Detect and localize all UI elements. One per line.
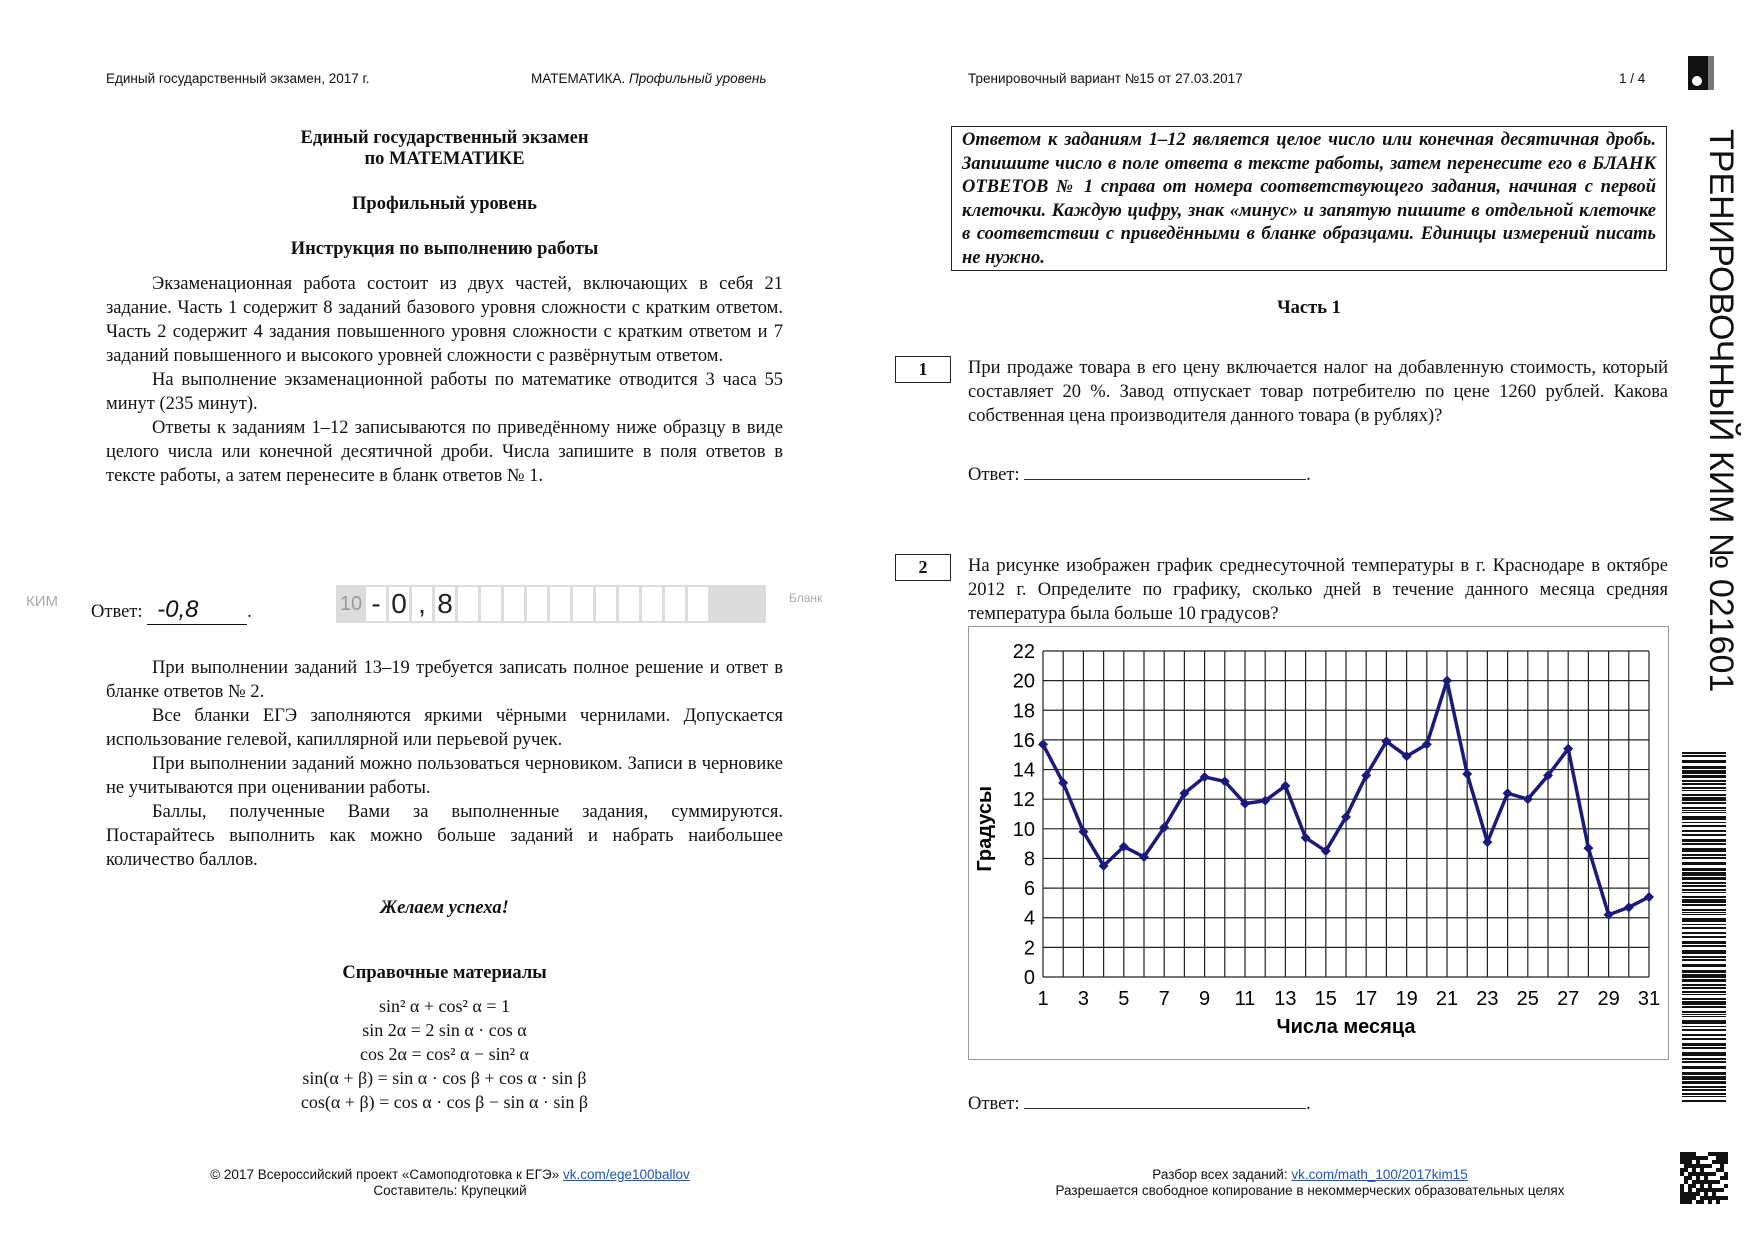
formula: sin 2α = 2 sin α · cos α xyxy=(362,1020,527,1040)
x-tick-label: 21 xyxy=(1435,988,1459,1010)
header-subject-name: МАТЕМАТИКА. xyxy=(531,71,626,86)
temperature-chart xyxy=(969,627,1670,1061)
header-exam: Единый государственный экзамен, 2017 г. xyxy=(106,71,370,86)
x-tick-label: 23 xyxy=(1476,988,1499,1010)
sample-answer-label: Ответ: xyxy=(91,602,143,622)
x-tick-label: 27 xyxy=(1557,988,1580,1010)
formula: cos 2α = cos² α − sin² α xyxy=(360,1044,529,1064)
data-point xyxy=(1482,837,1492,847)
x-tick-label: 25 xyxy=(1516,988,1539,1010)
task-1-answer: Ответ: . xyxy=(968,462,1311,486)
answer-label: Ответ: xyxy=(968,465,1020,485)
footer-project: © 2017 Всероссийский проект «Самоподготовка к ЕГЭ» xyxy=(210,1167,560,1182)
level-heading: Профильный уровень xyxy=(352,194,537,214)
answer-field[interactable] xyxy=(1024,462,1306,480)
data-point xyxy=(1442,676,1452,686)
barcode xyxy=(1682,752,1726,1102)
sample-blank-label: Бланк xyxy=(789,591,823,605)
header-variant: Тренировочный вариант №15 от 27.03.2017 xyxy=(968,71,1243,86)
sample-row-number: 10 xyxy=(339,593,363,615)
corner-marker-icon xyxy=(1688,56,1714,90)
y-tick-label: 0 xyxy=(1023,967,1035,989)
task-number: 1 xyxy=(895,356,951,383)
answer-label: Ответ: xyxy=(968,1094,1020,1114)
y-axis-label: Градусы xyxy=(974,785,996,872)
reference-heading: Справочные материалы xyxy=(342,963,547,983)
part-heading: Часть 1 xyxy=(1277,298,1341,318)
paragraph: Баллы, полученные Вами за выполненные задания, суммируются. Постарайтесь выполнить как можно больше заданий и набрать наибольшее количество баллов. xyxy=(106,802,783,870)
task-text: При продаже товара в его цену включается налог на добавленную стоимость, который составляет 20 %. Завод отпускает товар потребителю по цене 1260 рублей. Какова собственная цена производителя данного товара (в рублях)? xyxy=(968,358,1668,426)
chart-frame xyxy=(968,626,1669,1060)
title-line-2: по МАТЕМАТИКЕ xyxy=(364,149,525,169)
x-axis-label: Числа месяца xyxy=(1276,1016,1416,1038)
header-level: Профильный уровень xyxy=(628,71,767,86)
sample-answer: Ответ: -0,8 . xyxy=(91,596,252,623)
data-point xyxy=(1462,769,1472,779)
paragraph: На выполнение экзаменационной работы по математике отводится 3 часа 55 минут (235 минут). xyxy=(106,370,783,414)
x-tick-label: 5 xyxy=(1118,988,1130,1010)
y-tick-label: 8 xyxy=(1023,848,1035,871)
y-tick-label: 2 xyxy=(1023,937,1035,960)
x-tick-label: 29 xyxy=(1597,988,1620,1010)
y-tick-label: 16 xyxy=(1012,729,1035,752)
formula: cos(α + β) = cos α · cos β − sin α · sin β xyxy=(300,1092,589,1112)
answer-field[interactable] xyxy=(1024,1091,1306,1109)
formula: sin(α + β) = sin α · cos β + cos α · sin β xyxy=(302,1068,587,1088)
task-text: На рисунке изображен график среднесуточной температуры в г. Краснодаре в октябре 2012 г. Определите по графику, сколько дней в течение данного месяца средняя температура была больше 10 градусов? xyxy=(968,556,1668,624)
sample-cell: 8 xyxy=(435,587,455,621)
paragraph: Все бланки ЕГЭ заполняются яркими чёрными чернилами. Допускается использование гелевой, капиллярной или перьевой ручек. xyxy=(106,706,783,750)
y-tick-label: 18 xyxy=(1012,700,1035,723)
formulas xyxy=(106,994,783,1114)
sample-kim-label: КИМ xyxy=(26,593,59,610)
instructions-heading: Инструкция по выполнению работы xyxy=(290,239,599,259)
x-tick-label: 19 xyxy=(1395,988,1418,1010)
footer-review: Разбор всех заданий: xyxy=(1152,1167,1288,1182)
footer-author: Составитель: Крупецкий xyxy=(373,1183,527,1198)
footer-right xyxy=(960,1167,1660,1199)
wish: Желаем успеха! xyxy=(380,898,509,918)
left-column-lower xyxy=(106,656,783,1114)
paragraph: При выполнении заданий можно пользоваться черновиком. Записи в черновике не учитываются при оценивании работы. xyxy=(106,754,783,798)
footer-link-project[interactable]: vk.com/ege100ballov xyxy=(562,1167,690,1182)
y-tick-label: 22 xyxy=(1012,641,1035,663)
paragraph: Ответы к заданиям 1–12 записываются по приведённому ниже образцу в виде целого числа или конечной десятичной дроби. Числа запишите в поля ответов в тексте работы, а затем перенесите в бланк ответов № 1. xyxy=(106,418,783,486)
sample-cell: - xyxy=(366,587,386,621)
x-tick-label: 1 xyxy=(1037,988,1049,1010)
x-tick-label: 7 xyxy=(1158,988,1170,1010)
x-tick-label: 3 xyxy=(1077,988,1089,1010)
task-2-answer: Ответ: . xyxy=(968,1091,1311,1115)
header-subject xyxy=(531,71,766,86)
page-number: 1 / 4 xyxy=(1619,71,1646,86)
y-tick-label: 4 xyxy=(1023,907,1035,930)
y-tick-label: 14 xyxy=(1012,759,1035,782)
y-tick-label: 6 xyxy=(1023,878,1035,901)
sample-cell: 0 xyxy=(389,587,409,621)
data-point xyxy=(1503,788,1513,798)
notice-text: Ответом к заданиям 1–12 является целое число или конечная десятичная дробь. Запишите число в поле ответа в тексте работы, затем перенесите его в БЛАНК ОТВЕТОВ № 1 справа от номера соответствующего задания, начиная с первой клеточки. Каждую цифру, знак «минус» и запятую пишите в отдельной клеточке в соответствии с приведёнными в бланке образцами. Единицы измерений писать не нужно. xyxy=(962,130,1656,268)
left-column xyxy=(106,128,783,488)
notice-box xyxy=(951,126,1667,271)
y-tick-label: 10 xyxy=(1012,818,1035,841)
task-number: 2 xyxy=(895,554,951,581)
sample-answer-value: -0,8 xyxy=(147,596,247,625)
formula: sin² α + cos² α = 1 xyxy=(379,996,510,1016)
sample-cell: , xyxy=(412,587,432,621)
x-tick-label: 15 xyxy=(1314,988,1337,1010)
footer-left xyxy=(140,1167,760,1199)
y-tick-label: 12 xyxy=(1012,789,1035,812)
footer-license: Разрешается свободное копирование в некоммерческих образовательных целях xyxy=(1055,1183,1565,1198)
x-tick-label: 9 xyxy=(1199,988,1211,1010)
variant-id-vertical: ТРЕНИРОВОЧНЫЙ КИМ № 021601 xyxy=(1702,129,1740,693)
x-tick-label: 11 xyxy=(1234,988,1256,1010)
sample-answer-form xyxy=(336,585,766,623)
x-tick-label: 31 xyxy=(1637,988,1661,1010)
x-tick-label: 17 xyxy=(1355,988,1378,1010)
y-tick-label: 20 xyxy=(1012,670,1035,693)
data-point xyxy=(1583,843,1593,853)
x-tick-label: 13 xyxy=(1274,988,1297,1010)
sidebar-vertical xyxy=(1702,129,1740,719)
title-line-1: Единый государственный экзамен xyxy=(300,128,589,148)
paragraph: При выполнении заданий 13–19 требуется записать полное решение и ответ в бланке ответов № 2. xyxy=(106,658,783,702)
paragraph: Экзаменационная работа состоит из двух частей, включающих в себя 21 задание. Часть 1 содержит 8 заданий базового уровня сложности с кратким ответом. Часть 2 содержит 4 задания повышенного уровня сложности с кратким ответом и 7 заданий повышенного и высокого уровней сложности с развёрнутым ответом. xyxy=(106,274,783,366)
footer-link-review[interactable]: vk.com/math_100/2017kim15 xyxy=(1291,1167,1468,1182)
qr-code xyxy=(1680,1152,1728,1204)
